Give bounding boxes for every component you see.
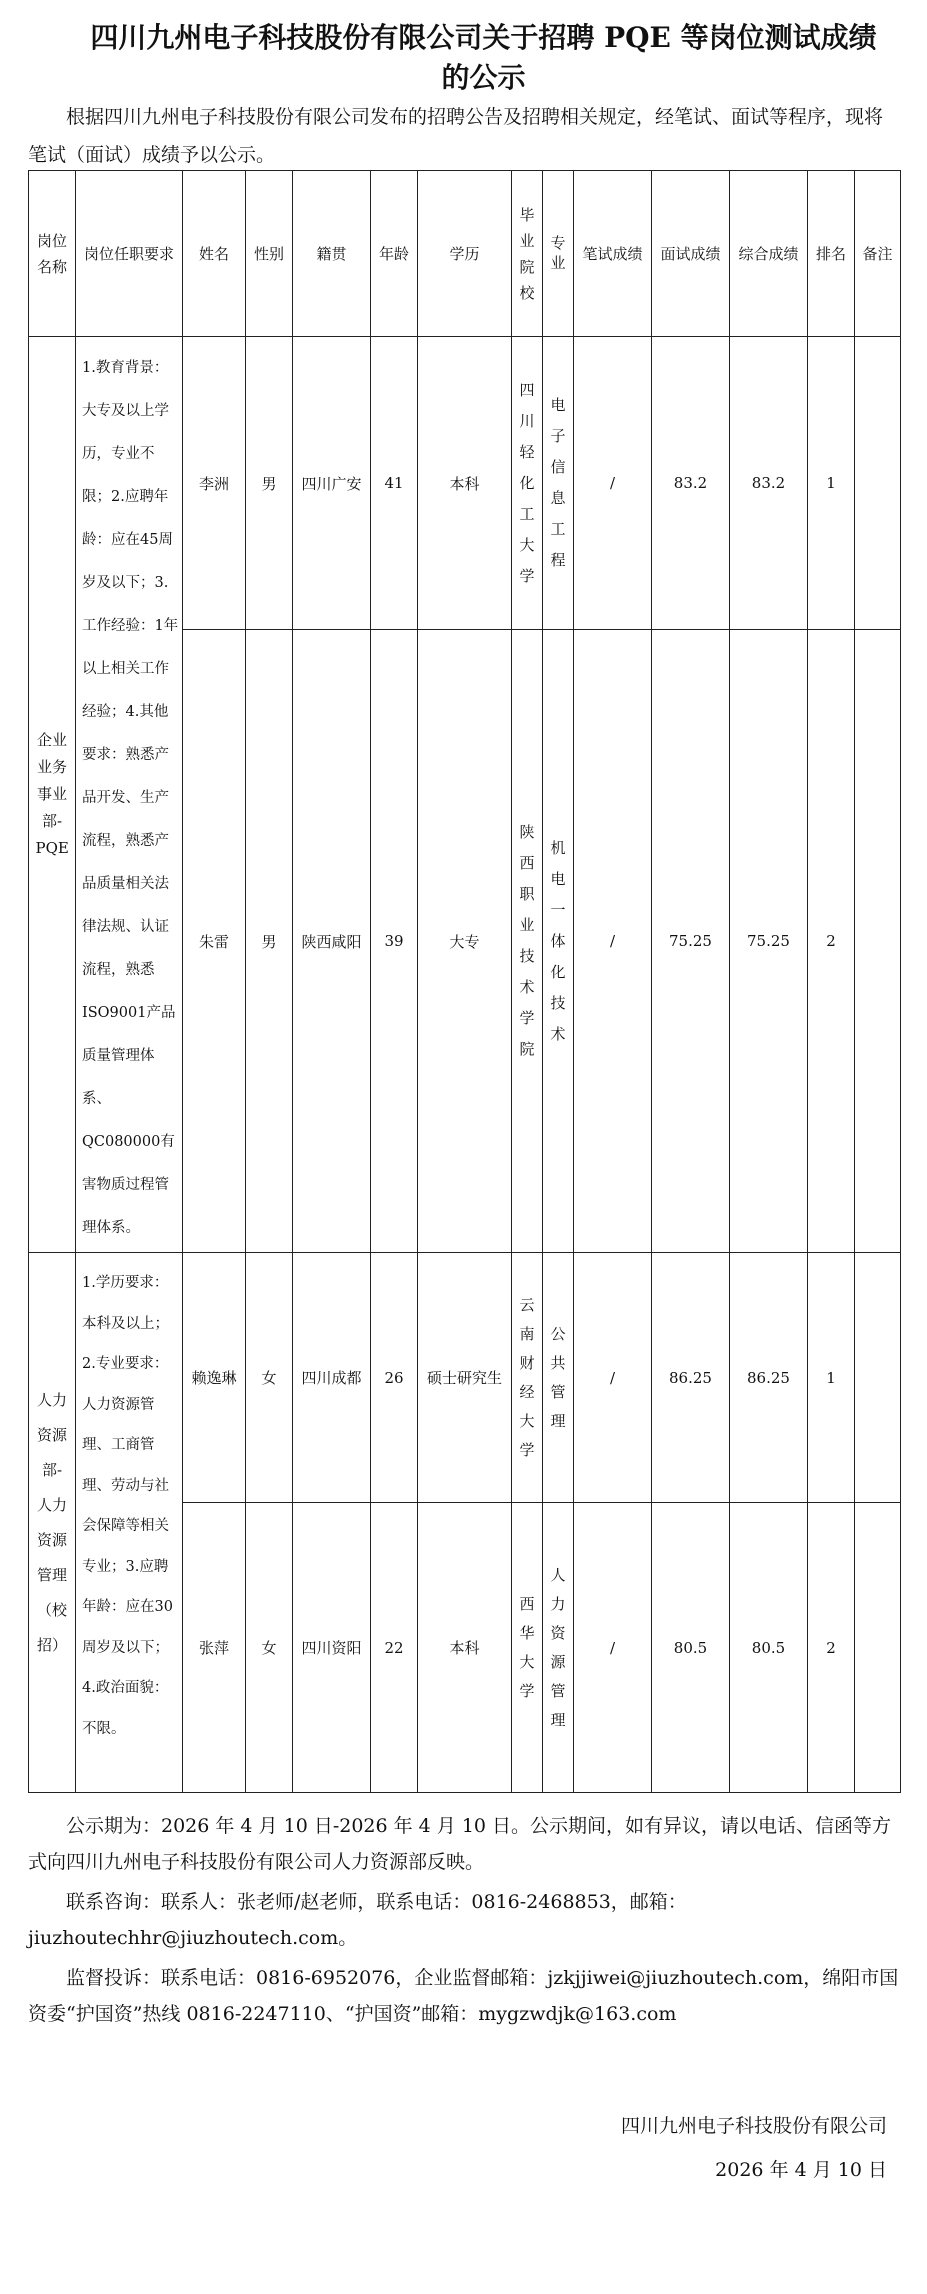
- gender-cell: 女: [246, 1503, 293, 1793]
- rank-cell: 2: [808, 630, 855, 1253]
- remark-cell: [855, 630, 901, 1253]
- age-cell: 41: [371, 337, 418, 630]
- notice-date: 2026 年 4 月 10 日: [715, 2159, 887, 2181]
- remark-cell: [855, 337, 901, 630]
- education-cell: 硕士研究生: [418, 1253, 512, 1503]
- header-rank: 排名: [808, 171, 855, 337]
- header-education: 学历: [418, 171, 512, 337]
- gender-cell: 女: [246, 1253, 293, 1503]
- total-cell: 75.25: [730, 630, 808, 1253]
- remark-cell: [855, 1253, 901, 1503]
- header-written: 笔试成绩: [574, 171, 652, 337]
- interview-cell: 86.25: [652, 1253, 730, 1503]
- intro-paragraph: 根据四川九州电子科技股份有限公司发布的招聘公告及招聘相关规定，经笔试、面试等程序，现将笔试（面试）成绩予以公示。: [28, 106, 884, 166]
- position-cell: 企业业务事业部-PQE: [29, 337, 76, 1253]
- written-cell: /: [574, 1503, 652, 1793]
- school-cell: 四川轻化工大学: [512, 337, 543, 630]
- remark-cell: [855, 1503, 901, 1793]
- name-cell: 朱雷: [183, 630, 246, 1253]
- requirements-cell: 1.教育背景：大专及以上学历，专业不限；2.应聘年龄：应在45周岁及以下；3.工作经验：1年以上相关工作经验；4.其他要求：熟悉产品开发、生产流程，熟悉产品质量相关法律法规、认证流程，熟悉ISO9001产品质量管理体系、QC080000有害物质过程管理体系。: [76, 337, 183, 1253]
- publicity-period: 公示期为：2026 年 4 月 10 日-2026 年 4 月 10 日。公示期间，如有异议，请以电话、信函等方式向四川九州电子科技股份有限公司人力资源部反映。: [28, 1815, 892, 1873]
- position-cell: 人力资源部-人力资源管理（校招）: [29, 1253, 76, 1793]
- table-row: [29, 337, 901, 630]
- name-cell: 赖逸琳: [183, 1253, 246, 1503]
- rank-cell: 1: [808, 337, 855, 630]
- rank-cell: 1: [808, 1253, 855, 1503]
- title-line-1: 四川九州电子科技股份有限公司关于招聘 PQE 等岗位测试成绩: [90, 21, 877, 54]
- written-cell: /: [574, 1253, 652, 1503]
- gender-cell: 男: [246, 337, 293, 630]
- table-header-row: [29, 171, 901, 337]
- total-cell: 86.25: [730, 1253, 808, 1503]
- school-cell: 西华大学: [512, 1503, 543, 1793]
- major-cell: 机电一体化技术: [543, 630, 574, 1253]
- education-cell: 大专: [418, 630, 512, 1253]
- rank-cell: 2: [808, 1503, 855, 1793]
- interview-cell: 75.25: [652, 630, 730, 1253]
- native-cell: 四川成都: [293, 1253, 371, 1503]
- education-cell: 本科: [418, 1503, 512, 1793]
- header-gender: 性别: [246, 171, 293, 337]
- table-row: [29, 1253, 901, 1503]
- notice-title: [60, 18, 907, 98]
- requirements-cell: 1.学历要求：本科及以上；2.专业要求：人力资源管理、工商管理、劳动与社会保障等相关专业；3.应聘年龄：应在30周岁及以下；4.政治面貌：不限。: [76, 1253, 183, 1793]
- name-cell: 张萍: [183, 1503, 246, 1793]
- written-cell: /: [574, 337, 652, 630]
- header-name: 姓名: [183, 171, 246, 337]
- supervise-info: 监督投诉：联系电话：0816-6952076，企业监督邮箱：jzkjjiwei@jiuzhoutech.com，绵阳市国资委“护国资”热线 0816-2247110、“护国资”邮箱：mygzwdjk@163.com: [28, 1967, 899, 2025]
- education-cell: 本科: [418, 337, 512, 630]
- header-position: 岗位名称: [29, 171, 76, 337]
- written-cell: /: [574, 630, 652, 1253]
- total-cell: 80.5: [730, 1503, 808, 1793]
- title-line-2: 的公示: [441, 61, 526, 94]
- school-cell: 陕西职业技术学院: [512, 630, 543, 1253]
- header-school: 毕业院校: [512, 171, 543, 337]
- gender-cell: 男: [246, 630, 293, 1253]
- native-cell: 四川资阳: [293, 1503, 371, 1793]
- total-cell: 83.2: [730, 337, 808, 630]
- company-name: 四川九州电子科技股份有限公司: [620, 2115, 887, 2137]
- major-cell: 人力资源管理: [543, 1503, 574, 1793]
- native-cell: 陕西咸阳: [293, 630, 371, 1253]
- major-cell: 公共管理: [543, 1253, 574, 1503]
- header-interview: 面试成绩: [652, 171, 730, 337]
- header-requirements: 岗位任职要求: [76, 171, 183, 337]
- header-native: 籍贯: [293, 171, 371, 337]
- header-remark: 备注: [855, 171, 901, 337]
- age-cell: 26: [371, 1253, 418, 1503]
- results-table: [28, 170, 901, 1793]
- notice-footer: [28, 1808, 901, 2032]
- native-cell: 四川广安: [293, 337, 371, 630]
- name-cell: 李洲: [183, 337, 246, 630]
- age-cell: 22: [371, 1503, 418, 1793]
- major-cell: 电子信息工程: [543, 337, 574, 630]
- header-total: 综合成绩: [730, 171, 808, 337]
- contact-info: 联系咨询：联系人：张老师/赵老师，联系电话：0816-2468853，邮箱：jiuzhoutechhr@jiuzhoutech.com。: [28, 1891, 687, 1949]
- interview-cell: 83.2: [652, 337, 730, 630]
- age-cell: 39: [371, 630, 418, 1253]
- header-major: 专业: [543, 171, 574, 337]
- signature-block: [621, 2104, 887, 2192]
- interview-cell: 80.5: [652, 1503, 730, 1793]
- school-cell: 云南财经大学: [512, 1253, 543, 1503]
- header-age: 年龄: [371, 171, 418, 337]
